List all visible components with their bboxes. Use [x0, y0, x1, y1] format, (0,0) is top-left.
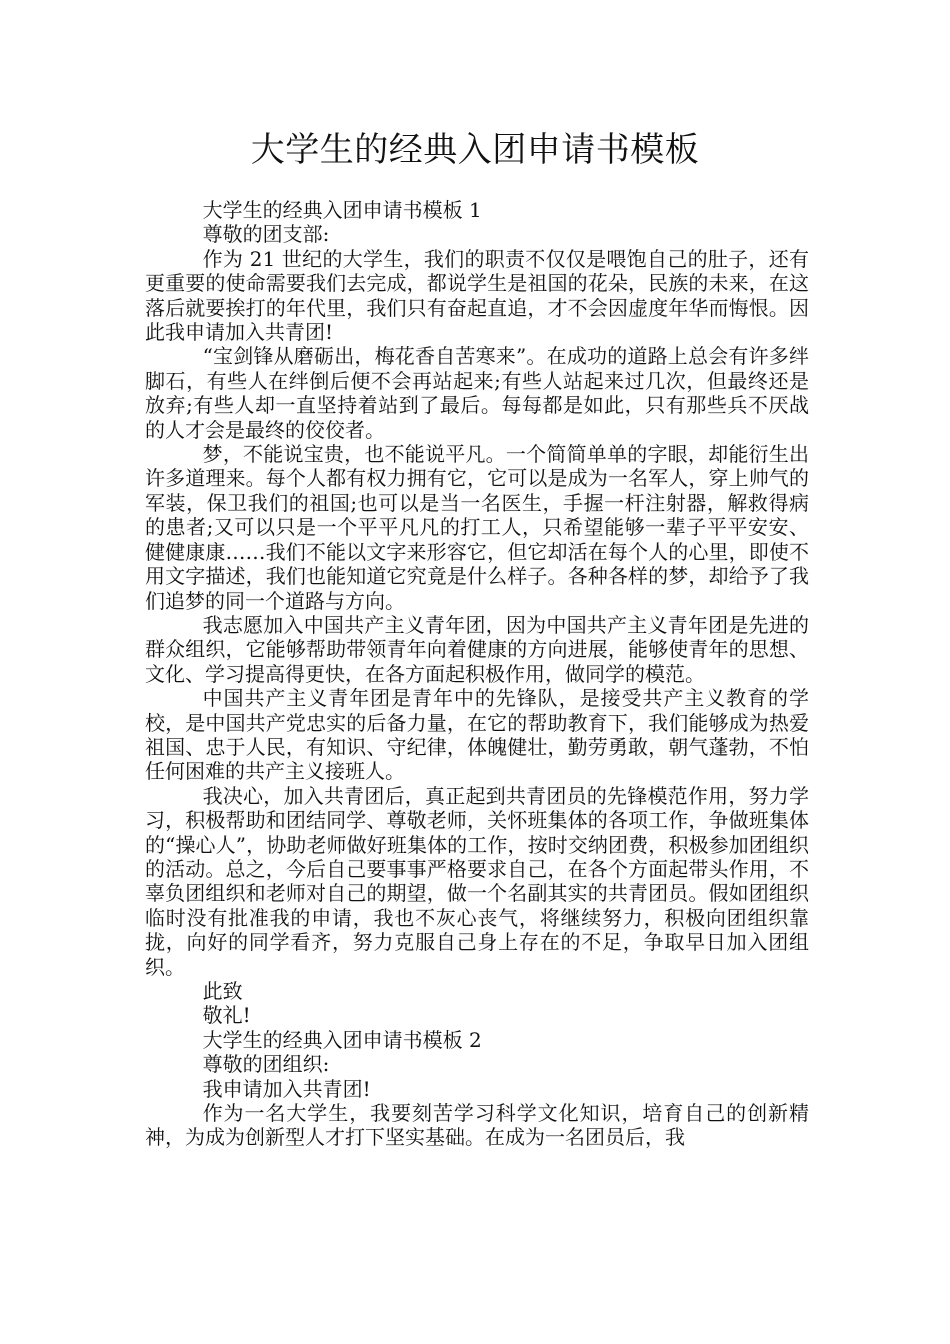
salutation-1: 尊敬的团支部:	[202, 222, 330, 247]
section-heading-1: 大学生的经典入团申请书模板 1	[202, 198, 482, 222]
salutation-2: 尊敬的团组织:	[202, 1052, 330, 1077]
document-title: 大学生的经典入团申请书模板	[250, 130, 700, 170]
closing-line: 此致	[202, 979, 243, 1003]
paragraph: 我申请加入共青团!	[202, 1076, 371, 1101]
document-body	[145, 198, 809, 1150]
paragraph: “宝剑锋从磨砺出，梅花香自苦寒来”。在成功的道路上总会有许多绊脚石，有些人在绊倒后便不会再站起来;有些人站起来过几次，但最终还是放弃;有些人却一直坚持着站到了最后。每每都是如此，只有那些兵不厌战的人才会是最终的佼佼者。	[145, 344, 809, 442]
section-heading-2: 大学生的经典入团申请书模板 2	[202, 1027, 482, 1052]
closing-salute: 敬礼!	[202, 1003, 251, 1028]
paragraph: 作为一名大学生，我要刻苦学习科学文化知识，培育自己的创新精神，为成为创新型人才打下坚实基础。在成为一名团员后，我	[145, 1101, 809, 1150]
paragraph: 梦，不能说宝贵，也不能说平凡。一个简简单单的字眼，却能衍生出许多道理来。每个人都有权力拥有它，它可以是成为一名军人，穿上帅气的军装，保卫我们的祖国;也可以是当一名医生，手握一杆注射器，解救得病的患者;又可以只是一个平平凡凡的打工人，只希望能够一辈子平平安安、健健康康……我们不能以文字来形容它，但它却活在每个人的心里，即使不用文字描述，我们也能知道它究竟是什么样子。各种各样的梦，却给予了我们追梦的同一个道路与方向。	[145, 442, 809, 613]
paragraph: 中国共产主义青年团是青年中的先锋队，是接受共产主义教育的学校，是中国共产党忠实的后备力量，在它的帮助教育下，我们能够成为热爱祖国、忠于人民，有知识、守纪律，体魄健壮，勤劳勇敢，朝气蓬勃，不怕任何困难的共产主义接班人。	[145, 686, 809, 784]
paragraph: 我志愿加入中国共产主义青年团，因为中国共产主义青年团是先进的群众组织，它能够帮助带领青年向着健康的方向进展，能够使青年的思想、文化、学习提高得更快，在各方面起积极作用，做同学的模范。	[145, 612, 809, 686]
paragraph: 我决心，加入共青团后，真正起到共青团员的先锋模范作用，努力学习，积极帮助和团结同学、尊敬老师，关怀班集体的各项工作，争做班集体的“操心人”，协助老师做好班集体的工作，按时交纳团费，积极参加团组织的活动。总之，今后自己要事事严格要求自己，在各个方面起带头作用，不辜负团组织和老师对自己的期望，做一个名副其实的共青团员。假如团组织临时没有批准我的申请，我也不灰心丧气，将继续努力，积极向团组织靠拢，向好的同学看齐，努力克服自己身上存在的不足，争取早日加入团组织。	[145, 783, 809, 979]
paragraph: 作为 21 世纪的大学生，我们的职责不仅仅是喂饱自己的肚子，还有更重要的使命需要我们去完成，都说学生是祖国的花朵，民族的未来，在这落后就要挨打的年代里，我们只有奋起直追，才不会因虚度年华而悔恨。因此我申请加入共青团!	[145, 246, 809, 345]
